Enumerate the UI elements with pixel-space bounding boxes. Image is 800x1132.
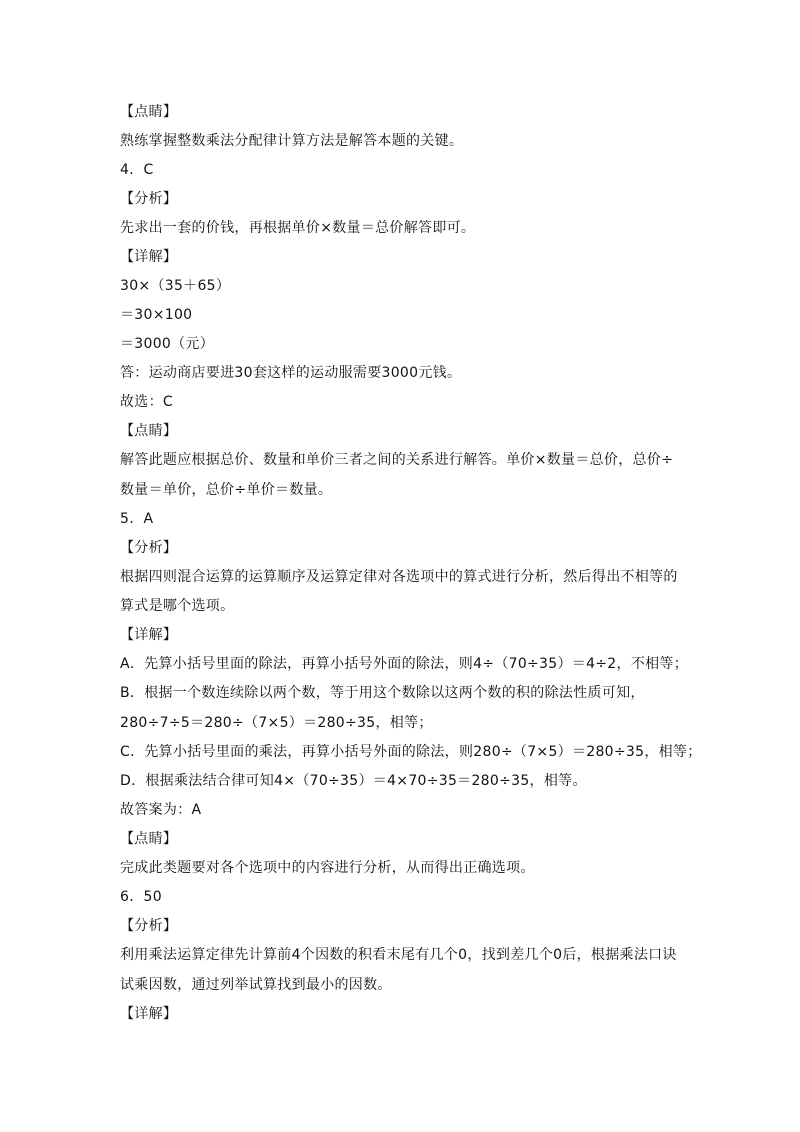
section-heading-xiangjie: 【详解】 (120, 249, 178, 265)
answer-number: 4．C (120, 162, 154, 178)
paragraph-line: 完成此类题要对各个选项中的内容进行分析，从而得出正确选项。 (120, 860, 535, 876)
option-line-b: B．根据一个数连续除以两个数，等于用这个数除以这两个数的积的除法性质可知， (120, 685, 645, 701)
paragraph-line: 算式是哪个选项。 (120, 598, 235, 614)
equation-line: ＝3000（元） (120, 336, 215, 352)
paragraph-line: 数量＝单价，总价÷单价＝数量。 (120, 482, 333, 498)
paragraph-line: 解答此题应根据总价、数量和单价三者之间的关系进行解答。单价×数量＝总价，总价÷ (120, 452, 674, 468)
equation-line: 30×（35＋65） (120, 278, 231, 294)
section-heading-fenxi: 【分析】 (120, 191, 178, 207)
paragraph-line: 根据四则混合运算的运算顺序及运算定律对各选项中的算式进行分析，然后得出不相等的 (120, 569, 678, 585)
answer-choice-line: 故答案为：A (120, 802, 202, 818)
answer-number: 5．A (120, 511, 154, 527)
section-heading-dianjing: 【点睛】 (120, 831, 178, 847)
paragraph-line: 先求出一套的价钱，再根据单价×数量＝总价解答即可。 (120, 220, 476, 236)
answer-number: 6．50 (120, 889, 162, 905)
paragraph-line: 试乘因数，通过列举试算找到最小的因数。 (120, 977, 392, 993)
paragraph-line: 利用乘法运算定律先计算前4个因数的积看末尾有几个0，找到差几个0后，根据乘法口诀 (120, 947, 677, 963)
section-heading-fenxi: 【分析】 (120, 540, 178, 556)
equation-line: 280÷7÷5＝280÷（7×5）＝280÷35，相等； (120, 715, 433, 731)
option-line-d: D．根据乘法结合律可知4×（70÷35）＝4×70÷35＝280÷35，相等。 (120, 773, 587, 789)
section-heading-dianjing: 【点睛】 (120, 104, 178, 120)
paragraph-line: 熟练掌握整数乘法分配律计算方法是解答本题的关键。 (120, 133, 464, 149)
paragraph-line: 答：运动商店要进30套这样的运动服需要3000元钱。 (120, 365, 462, 381)
section-heading-fenxi: 【分析】 (120, 918, 178, 934)
option-line-c: C．先算小括号里面的乘法，再算小括号外面的除法，则280÷（7×5）＝280÷35，相等； (120, 744, 702, 760)
answer-choice-line: 故选：C (120, 394, 173, 410)
section-heading-xiangjie: 【详解】 (120, 1006, 178, 1022)
section-heading-xiangjie: 【详解】 (120, 627, 178, 643)
section-heading-dianjing: 【点睛】 (120, 423, 178, 439)
equation-line: ＝30×100 (120, 307, 193, 323)
option-line-a: A．先算小括号里面的除法，再算小括号外面的除法，则4÷（70÷35）＝4÷2，不相等； (120, 656, 689, 672)
